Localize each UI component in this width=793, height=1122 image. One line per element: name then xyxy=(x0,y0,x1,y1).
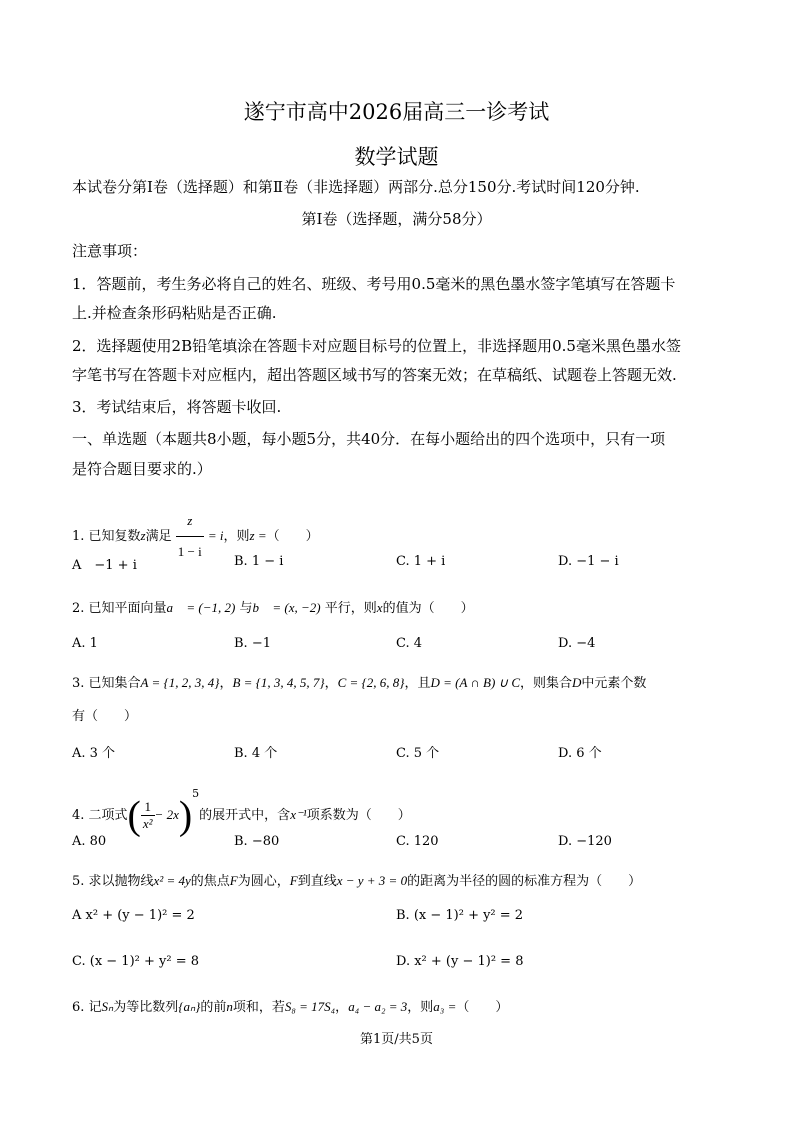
q4-option-c: C. 120 xyxy=(396,834,439,849)
q3-set-c: C = {2, 6, 8} xyxy=(337,675,405,690)
page-footer: 第1页/共5页 xyxy=(360,1032,433,1047)
q5-d: 到直线 xyxy=(297,874,337,889)
q6-d: 项和，若 xyxy=(232,1000,285,1015)
q4-mid: 的展开式中，含 xyxy=(199,808,291,823)
q4-power: 5 xyxy=(192,787,200,800)
q5-f2: F xyxy=(289,873,298,888)
q6-sn: Sₙ xyxy=(101,999,114,1014)
q4-paren-close: ) xyxy=(178,792,193,838)
question-3-line-2: 有（ ） xyxy=(72,709,138,724)
q6-seq: {aₙ} xyxy=(178,999,201,1014)
q2-option-a: A. 1 xyxy=(72,636,98,651)
part1-heading-line-2: 是符合题目要求的.） xyxy=(72,460,212,478)
question-3-line-1 xyxy=(72,672,727,695)
q4-suffix: 项系数为（ ） xyxy=(306,808,411,823)
q1-frac-den: 1 − i xyxy=(177,544,202,559)
q3-text-c: 中元素个数 xyxy=(581,676,647,691)
q5-b: 的焦点 xyxy=(190,874,230,889)
q3-text-b: ，则集合 xyxy=(520,676,573,691)
q3-text-a: 3. 已知集合 xyxy=(72,676,141,691)
q4-frac-den: x² xyxy=(142,816,153,831)
question-6 xyxy=(72,996,727,1019)
notice-item-1-line-2: 上.并检查条形码粘贴是否正确. xyxy=(72,304,277,322)
exam-subtitle: 数学试题 xyxy=(354,145,439,169)
q4-paren-open: ( xyxy=(127,792,141,838)
exam-title: 遂宁市高中2026届高三一诊考试 xyxy=(243,100,550,124)
q5-f1: F xyxy=(229,873,238,888)
q1-eq: = i xyxy=(207,528,224,543)
q4-prefix: 4. 二项式 xyxy=(72,808,128,823)
q3-set-d: D = (A ∩ B) ∪ C xyxy=(430,675,520,690)
q1-mid: 满足 xyxy=(145,529,172,544)
question-4 xyxy=(72,770,727,838)
question-5 xyxy=(72,870,727,893)
part1-heading-line-1: 一、单选题（本题共8小题，每小题5分，共40分．在每小题给出的四个选项中，只有一项 xyxy=(72,430,666,448)
notice-item-2-line-1: 2．选择题使用2B铅笔填涂在答题卡对应题目标号的位置上，非选择题用0.5毫米黑色墨水签 xyxy=(72,337,681,355)
q3-option-b: B. 4 个 xyxy=(234,746,278,761)
q6-e: ， xyxy=(335,1000,349,1015)
q5-option-a: A x² + (y − 1)² = 2 xyxy=(72,908,195,923)
q5-option-c: C. (x − 1)² + y² = 8 xyxy=(72,954,200,969)
q2-text-b: 与 xyxy=(239,601,253,616)
q4-option-b: B. −80 xyxy=(234,834,280,849)
q5-e: 的距离为半径的圆的标准方程为（ ） xyxy=(407,874,642,889)
intro-text: 本试卷分第Ⅰ卷（选择题）和第Ⅱ卷（非选择题）两部分.总分150分.考试时间120分钟. xyxy=(72,178,640,196)
q3-sep-3: ，且 xyxy=(404,676,431,691)
q4-frac-num: 1 xyxy=(141,799,155,816)
q4-term: x⁻¹ xyxy=(290,807,307,822)
q2-option-b: B. −1 xyxy=(234,636,271,651)
q1-frac-num: z xyxy=(176,506,204,537)
q5-line: x − y + 3 = 0 xyxy=(336,873,408,888)
q6-b: 为等比数列 xyxy=(113,1000,179,1015)
notice-heading: 注意事项： xyxy=(72,242,148,260)
q5-option-d: D. x² + (y − 1)² = 8 xyxy=(396,954,524,969)
q1-prefix: 1. 已知复数 xyxy=(72,529,141,544)
q2-text-d: 的值为（ ） xyxy=(382,601,474,616)
q2-text-a: 2. 已知平面向量 xyxy=(72,601,167,616)
q1-suffix: ，则 xyxy=(223,529,250,544)
q1-option-c: C. 1 + i xyxy=(396,554,446,569)
q6-g: （ ） xyxy=(456,1000,509,1015)
q1-fraction xyxy=(176,506,204,567)
q1-option-d: D. −1 − i xyxy=(558,554,619,569)
q4-fraction xyxy=(141,799,155,832)
q2-vec-b: b⃗ = (x, −2) xyxy=(252,600,321,615)
q6-n: n xyxy=(226,999,233,1014)
q6-ask: a₃ = xyxy=(433,999,457,1014)
q5-parabola: x² = 4y xyxy=(153,873,191,888)
q4-option-d: D. −120 xyxy=(558,834,612,849)
q1-var: z xyxy=(140,528,146,543)
q3-sep-1: ， xyxy=(219,676,233,691)
q5-a: 5. 求以抛物线 xyxy=(72,874,154,889)
q6-cond2: a₄ − a₂ = 3 xyxy=(348,999,408,1014)
notice-item-1-line-1: 1．答题前，考生务必将自己的姓名、班级、考号用0.5毫米的黑色墨水签字笔填写在答题卡 xyxy=(72,275,676,293)
q3-set-b: B = {1, 3, 4, 5, 7} xyxy=(232,675,325,690)
q1-ask: z = xyxy=(249,528,267,543)
question-2 xyxy=(72,597,727,620)
q6-f: ，则 xyxy=(407,1000,434,1015)
notice-item-3: 3．考试结束后，将答题卡收回. xyxy=(72,398,282,416)
q4-expr-tail: − 2x xyxy=(154,807,179,822)
q2-option-c: C. 4 xyxy=(396,636,423,651)
q5-c: 为圆心， xyxy=(237,874,290,889)
section-title: 第Ⅰ卷（选择题，满分58分） xyxy=(301,210,492,228)
q1-option-b: B. 1 − i xyxy=(234,554,284,569)
q6-a: 6. 记 xyxy=(72,1000,102,1015)
q2-var: x xyxy=(376,600,383,615)
q6-c: 的前 xyxy=(200,1000,227,1015)
q4-option-a: A. 80 xyxy=(72,834,107,849)
q3-option-c: C. 5 个 xyxy=(396,746,440,761)
q1-blank: （ ） xyxy=(266,529,319,544)
q3-var: D xyxy=(572,675,582,690)
q3-option-a: A. 3 个 xyxy=(72,746,116,761)
q6-cond1: S₈ = 17S₄ xyxy=(284,999,336,1014)
q5-option-b: B. (x − 1)² + y² = 2 xyxy=(396,908,524,923)
q2-vec-a: a⃗ = (−1, 2) xyxy=(166,600,236,615)
notice-item-2-line-2: 字笔书写在答题卡对应框内，超出答题区域书写的答案无效；在草稿纸、试题卷上答题无效. xyxy=(72,366,677,384)
q3-set-a: A = {1, 2, 3, 4} xyxy=(140,675,220,690)
q1-option-a: A −1 + i xyxy=(72,558,137,573)
q3-option-d: D. 6 个 xyxy=(558,746,602,761)
q3-sep-2: ， xyxy=(324,676,338,691)
q2-text-c: 平行，则 xyxy=(324,601,377,616)
q2-option-d: D. −4 xyxy=(558,636,596,651)
